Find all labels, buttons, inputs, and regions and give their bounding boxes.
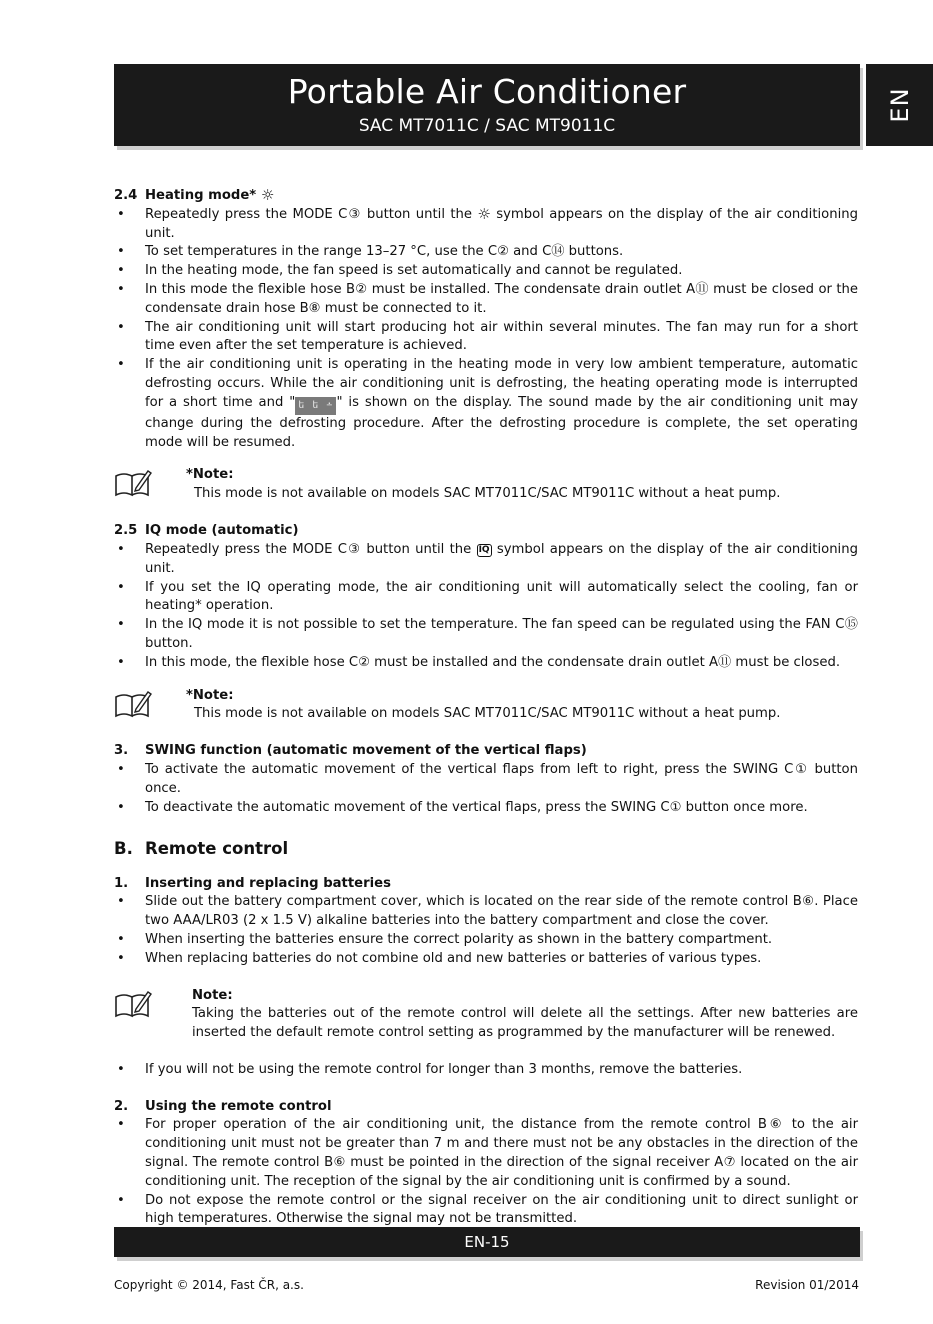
copyright-text: Copyright © 2014, Fast ČR, a.s. [114, 1278, 304, 1292]
note-book-icon [114, 687, 184, 726]
iq-icon: IQ [478, 544, 490, 555]
defrost-display-icon: ե ե ∸ [295, 397, 336, 415]
section-title: Heating mode* [145, 188, 257, 203]
list-item: • To set temperatures in the range 13–27 °C, use the C② and C⑭ buttons. [117, 244, 624, 260]
list-item: • Do not expose the remote control or the signal receiver on the air conditioning unit to direct sunlight or high temperatures. Otherwise the signal may not be transmitted. [117, 1192, 858, 1227]
section-heading-swing [114, 742, 858, 761]
page-number: EN-15 [464, 1233, 510, 1251]
list-item: • In this mode, the flexible hose C② must be installed and the condensate drain outlet A⑪ must be closed. [117, 654, 841, 670]
sun-icon: ☼ [260, 186, 275, 204]
list-item: • To activate the automatic movement of the vertical flaps from left to right, press the SWING C① button once. [117, 762, 858, 796]
list-item: • Repeatedly press the MODE C③ button until the ☼ symbol appears on the display of the air conditioning unit. [117, 204, 858, 241]
list-item: • In the heating mode, the fan speed is set automatically and cannot be regulated. [117, 263, 683, 279]
note [114, 687, 858, 726]
sun-icon: ☼ [477, 204, 491, 223]
list-item: • If you set the IQ operating mode, the air conditioning unit will automatically select the cooling, fan or heating* operation. [117, 579, 858, 614]
list-item: • The air conditioning unit will start producing hot air within several minutes. The fan may run for a short time even after the set temperature is achieved. [117, 319, 858, 354]
note [114, 987, 858, 1043]
section-title: SWING function (automatic movement of the vertical flaps) [145, 743, 587, 759]
model-subtitle: SAC MT7011C / SAC MT9011C [358, 116, 616, 136]
language-label: EN [885, 87, 914, 123]
chapter-title: Remote control [145, 838, 289, 858]
section-heading-heating [114, 187, 858, 206]
document-title: Portable Air Conditioner [287, 72, 687, 111]
list-item: • If the air conditioning unit is operating in the heating mode in very low ambient temperature, automatic defrosting occurs. While the air conditioning unit is defrosting, the heating operating mode is interrupted for a short time and " ե ե ∸ " is shown on the display. The sound made by the air conditioning unit may change during the defrosting procedure. After the defrosting procedure is complete, the set operating mode will be resumed. [117, 357, 859, 450]
section-title: Using the remote control [145, 1098, 332, 1114]
section-heading-batteries [114, 875, 858, 894]
section-number: 3. [114, 743, 129, 759]
chapter-letter: B. [114, 838, 133, 858]
note-text: Taking the batteries out of the remote control will delete all the settings. After new batteries are inserted the default remote control setting as programmed by the manufacturer will be renewed. [192, 1006, 858, 1041]
section-heading-iq [114, 522, 858, 541]
section-number: 2.5 [114, 523, 138, 539]
list-item: • In this mode the flexible hose B② must be installed. The condensate drain outlet A⑪ must be closed or the condensate drain hose B⑧ must be connected to it. [117, 281, 858, 316]
note-text: This mode is not available on models SAC MT7011C/SAC MT9011C without a heat pump. [194, 486, 781, 502]
list-item: • Slide out the battery compartment cover, which is located on the rear side of the remote control B⑥. Place two AAA/LR03 (2 x 1.5 V) alkaline batteries into the battery compartment and close the cover. [117, 894, 858, 929]
section-title: Inserting and replacing batteries [145, 875, 391, 891]
list-item: • For proper operation of the air conditioning unit, the distance from the remote control B⑥ to the air conditioning unit must not be greater than 7 m and there must not be any obstacles in the direction of the signal. The remote control B⑥ must be pointed in the direction of the signal receiver A⑦ located on the air conditioning unit. The reception of the signal by the air conditioning unit is confirmed by a sound. [117, 1117, 858, 1189]
page-number-bar [114, 1227, 860, 1257]
note-title: Note: [192, 987, 233, 1003]
chapter-heading-remote [114, 838, 858, 860]
language-tab [866, 64, 933, 146]
list-item: • When inserting the batteries ensure the correct polarity as shown in the battery compartment. [117, 931, 773, 947]
list-item: • In the IQ mode it is not possible to set the temperature. The fan speed can be regulated using the FAN C⑮ button. [117, 617, 858, 651]
note-title: *Note: [186, 687, 234, 703]
section-number: 1. [114, 875, 129, 891]
note-book-icon [114, 466, 184, 505]
main-content [114, 187, 858, 1229]
list-item: • Repeatedly press the MODE C③ button until the IQ symbol appears on the display of the air conditioning unit. [117, 541, 858, 576]
list-item: • When replacing batteries do not combine old and new batteries or batteries of various types. [117, 950, 762, 966]
section-title: IQ mode (automatic) [145, 523, 299, 539]
list-item: • If you will not be using the remote control for longer than 3 months, remove the batteries. [117, 1061, 743, 1077]
section-number: 2.4 [114, 188, 138, 203]
note-text: This mode is not available on models SAC MT7011C/SAC MT9011C without a heat pump. [194, 706, 781, 722]
section-number: 2. [114, 1098, 129, 1114]
note [114, 466, 858, 505]
page-header [114, 64, 860, 146]
note-book-icon [114, 987, 184, 1043]
note-title: *Note: [186, 467, 234, 483]
section-heading-using-remote [114, 1098, 858, 1117]
list-item: • To deactivate the automatic movement of the vertical flaps, press the SWING C① button once more. [117, 799, 808, 815]
revision-text: Revision 01/2014 [755, 1278, 859, 1292]
